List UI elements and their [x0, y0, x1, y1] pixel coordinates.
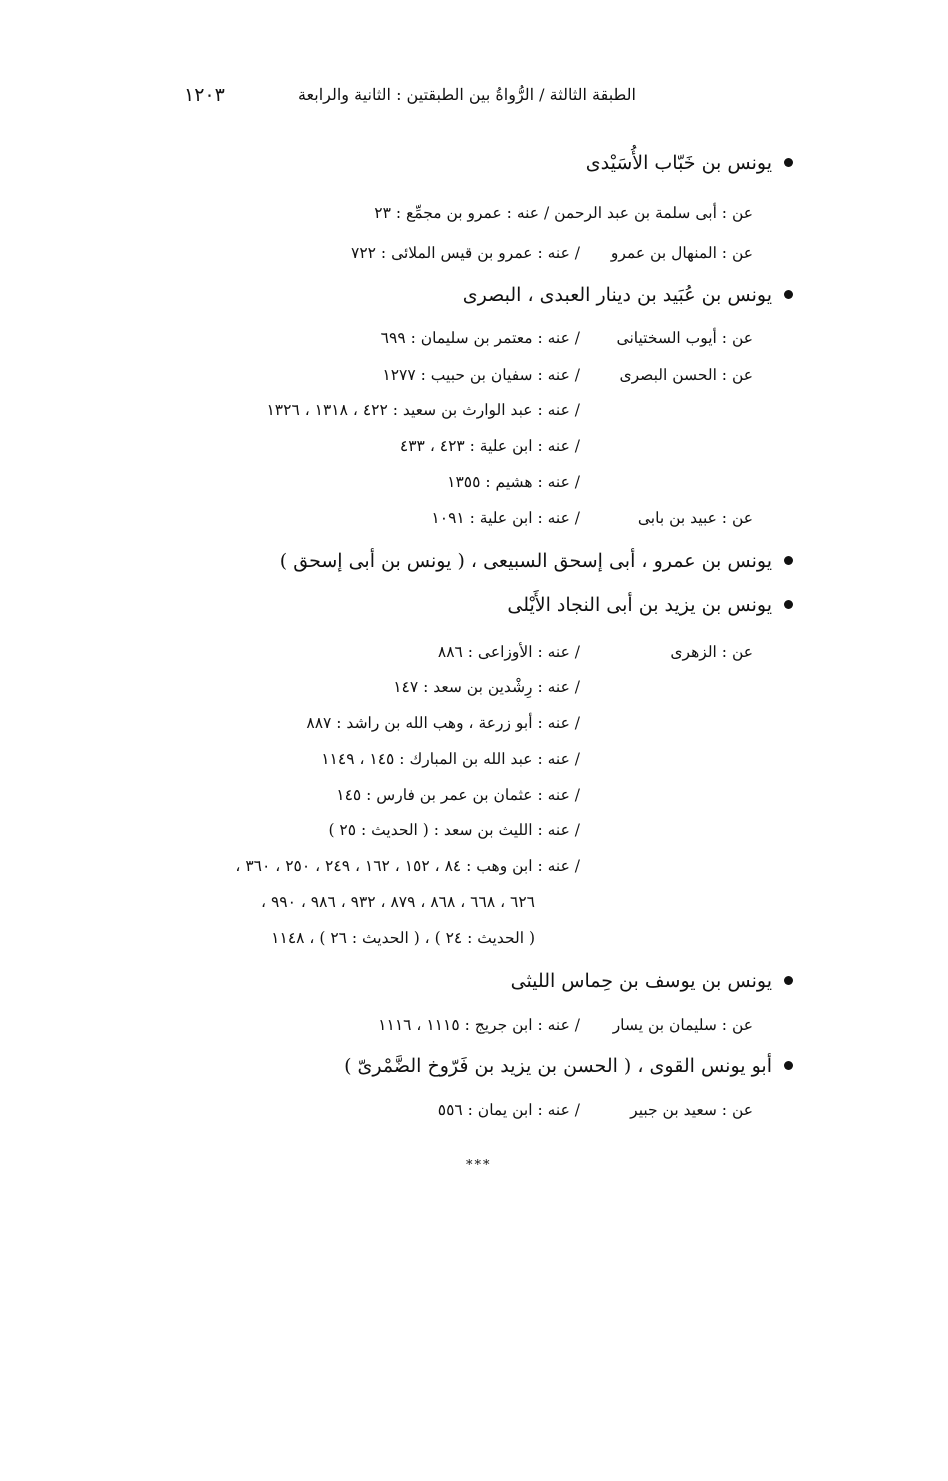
narrator-name: يونس بن يزيد بن أبى النجاد الأَيْلى [507, 594, 772, 616]
narration-by: / عنه : معتمر بن سليمان : ٦٩٩ [380, 329, 580, 347]
bullet-icon [784, 158, 793, 167]
narration-from: عن : عبيد بن بابى [637, 509, 753, 527]
narration-by: / عنه : عبد الوارث بن سعيد : ٤٢٢ ، ١٣١٨ ، ١٣٢٦ [266, 401, 580, 419]
narrator-heading [507, 594, 793, 616]
narration-by: / عنه : عثمان بن عمر بن فارس : ١٤٥ [336, 786, 580, 804]
running-header-title: الطبقة الثالثة / الرُّواةُ بين الطبقتين : الثانية والرابعة [297, 85, 636, 104]
narration-continued: ( الحديث : ٢٤ ) ، ( الحديث : ٢٦ ) ، ١١٤٨ [271, 929, 535, 947]
narration-by: / عنه : هشيم : ١٣٥٥ [447, 473, 580, 491]
narration-line: عن : أبى سلمة بن عبد الرحمن / عنه : عمرو بن مجمِّع : ٢٣ [374, 204, 753, 222]
page-number: ١٢٠٣ [184, 84, 225, 106]
narrator-heading [280, 550, 793, 572]
bullet-icon [784, 290, 793, 299]
narration-by: / عنه : الليث بن سعد : ( الحديث : ٢٥ ) [328, 821, 580, 839]
narrator-heading [586, 152, 793, 174]
narration-by: / عنه : عبد الله بن المبارك : ١٤٥ ، ١١٤٩ [321, 750, 580, 768]
narration-by: / عنه : الأوزاعى : ٨٨٦ [437, 643, 580, 661]
narration-from: عن : المنهال بن عمرو [610, 244, 753, 262]
narrator-name: أبو يونس القوى ، ( الحسن بن يزيد بن فَرّوخ الضَّمْرىّ ) [344, 1055, 772, 1077]
narration-by: / عنه : ابن يمان : ٥٥٦ [437, 1101, 580, 1119]
narrator-name: يونس بن عُبَيد بن دينار العبدى ، البصرى [462, 284, 772, 306]
narration-by: / عنه : ابن علية : ٤٢٣ ، ٤٣٣ [399, 437, 580, 455]
narration-by: / عنه : أبو زرعة ، وهب الله بن راشد : ٨٨٧ [306, 714, 580, 732]
narration-by: / عنه : عمرو بن قيس الملائى : ٧٢٢ [351, 244, 580, 262]
bullet-icon [784, 600, 793, 609]
narrator-name: يونس بن عمرو ، أبى إسحق السبيعى ، ( يونس بن أبى إسحق ) [279, 550, 772, 572]
bullet-icon [784, 976, 793, 985]
narration-from: عن : الزهرى [670, 643, 753, 661]
narration-continued: ٦٢٦ ، ٦٦٨ ، ٨٦٨ ، ٨٧٩ ، ٩٣٢ ، ٩٨٦ ، ٩٩٠ ، [261, 893, 535, 911]
narration-from: عن : أيوب السختيانى [616, 329, 753, 347]
narration-from: عن : سعيد بن جبير [630, 1101, 753, 1119]
bullet-icon [784, 1061, 793, 1070]
narration-from: عن : سليمان بن يسار [612, 1016, 753, 1034]
bullet-icon [784, 556, 793, 565]
narration-by: / عنه : ابن وهب : ٨٤ ، ١٥٢ ، ١٦٢ ، ٢٤٩ ، ٢٥٠ ، ٣٦٠ ، [235, 857, 580, 875]
narration-from: عن : الحسن البصرى [619, 366, 753, 384]
narration-by: / عنه : ابن علية : ١٠٩١ [431, 509, 580, 527]
narration-by: / عنه : رِشْدين بن سعد : ١٤٧ [393, 678, 580, 696]
narrator-heading [344, 1055, 793, 1077]
section-divider-stars: *** [466, 1158, 492, 1173]
narration-by: / عنه : سفيان بن حبيب : ١٢٧٧ [382, 366, 580, 384]
narration-by: / عنه : ابن جريج : ١١١٥ ، ١١١٦ [378, 1016, 580, 1034]
narrator-name: يونس بن يوسف بن حِماس الليثى [510, 970, 772, 992]
narrator-heading [511, 970, 793, 992]
narrator-name: يونس بن خَبّاب الأُسَيْدى [585, 152, 772, 174]
narrator-heading [463, 284, 793, 306]
